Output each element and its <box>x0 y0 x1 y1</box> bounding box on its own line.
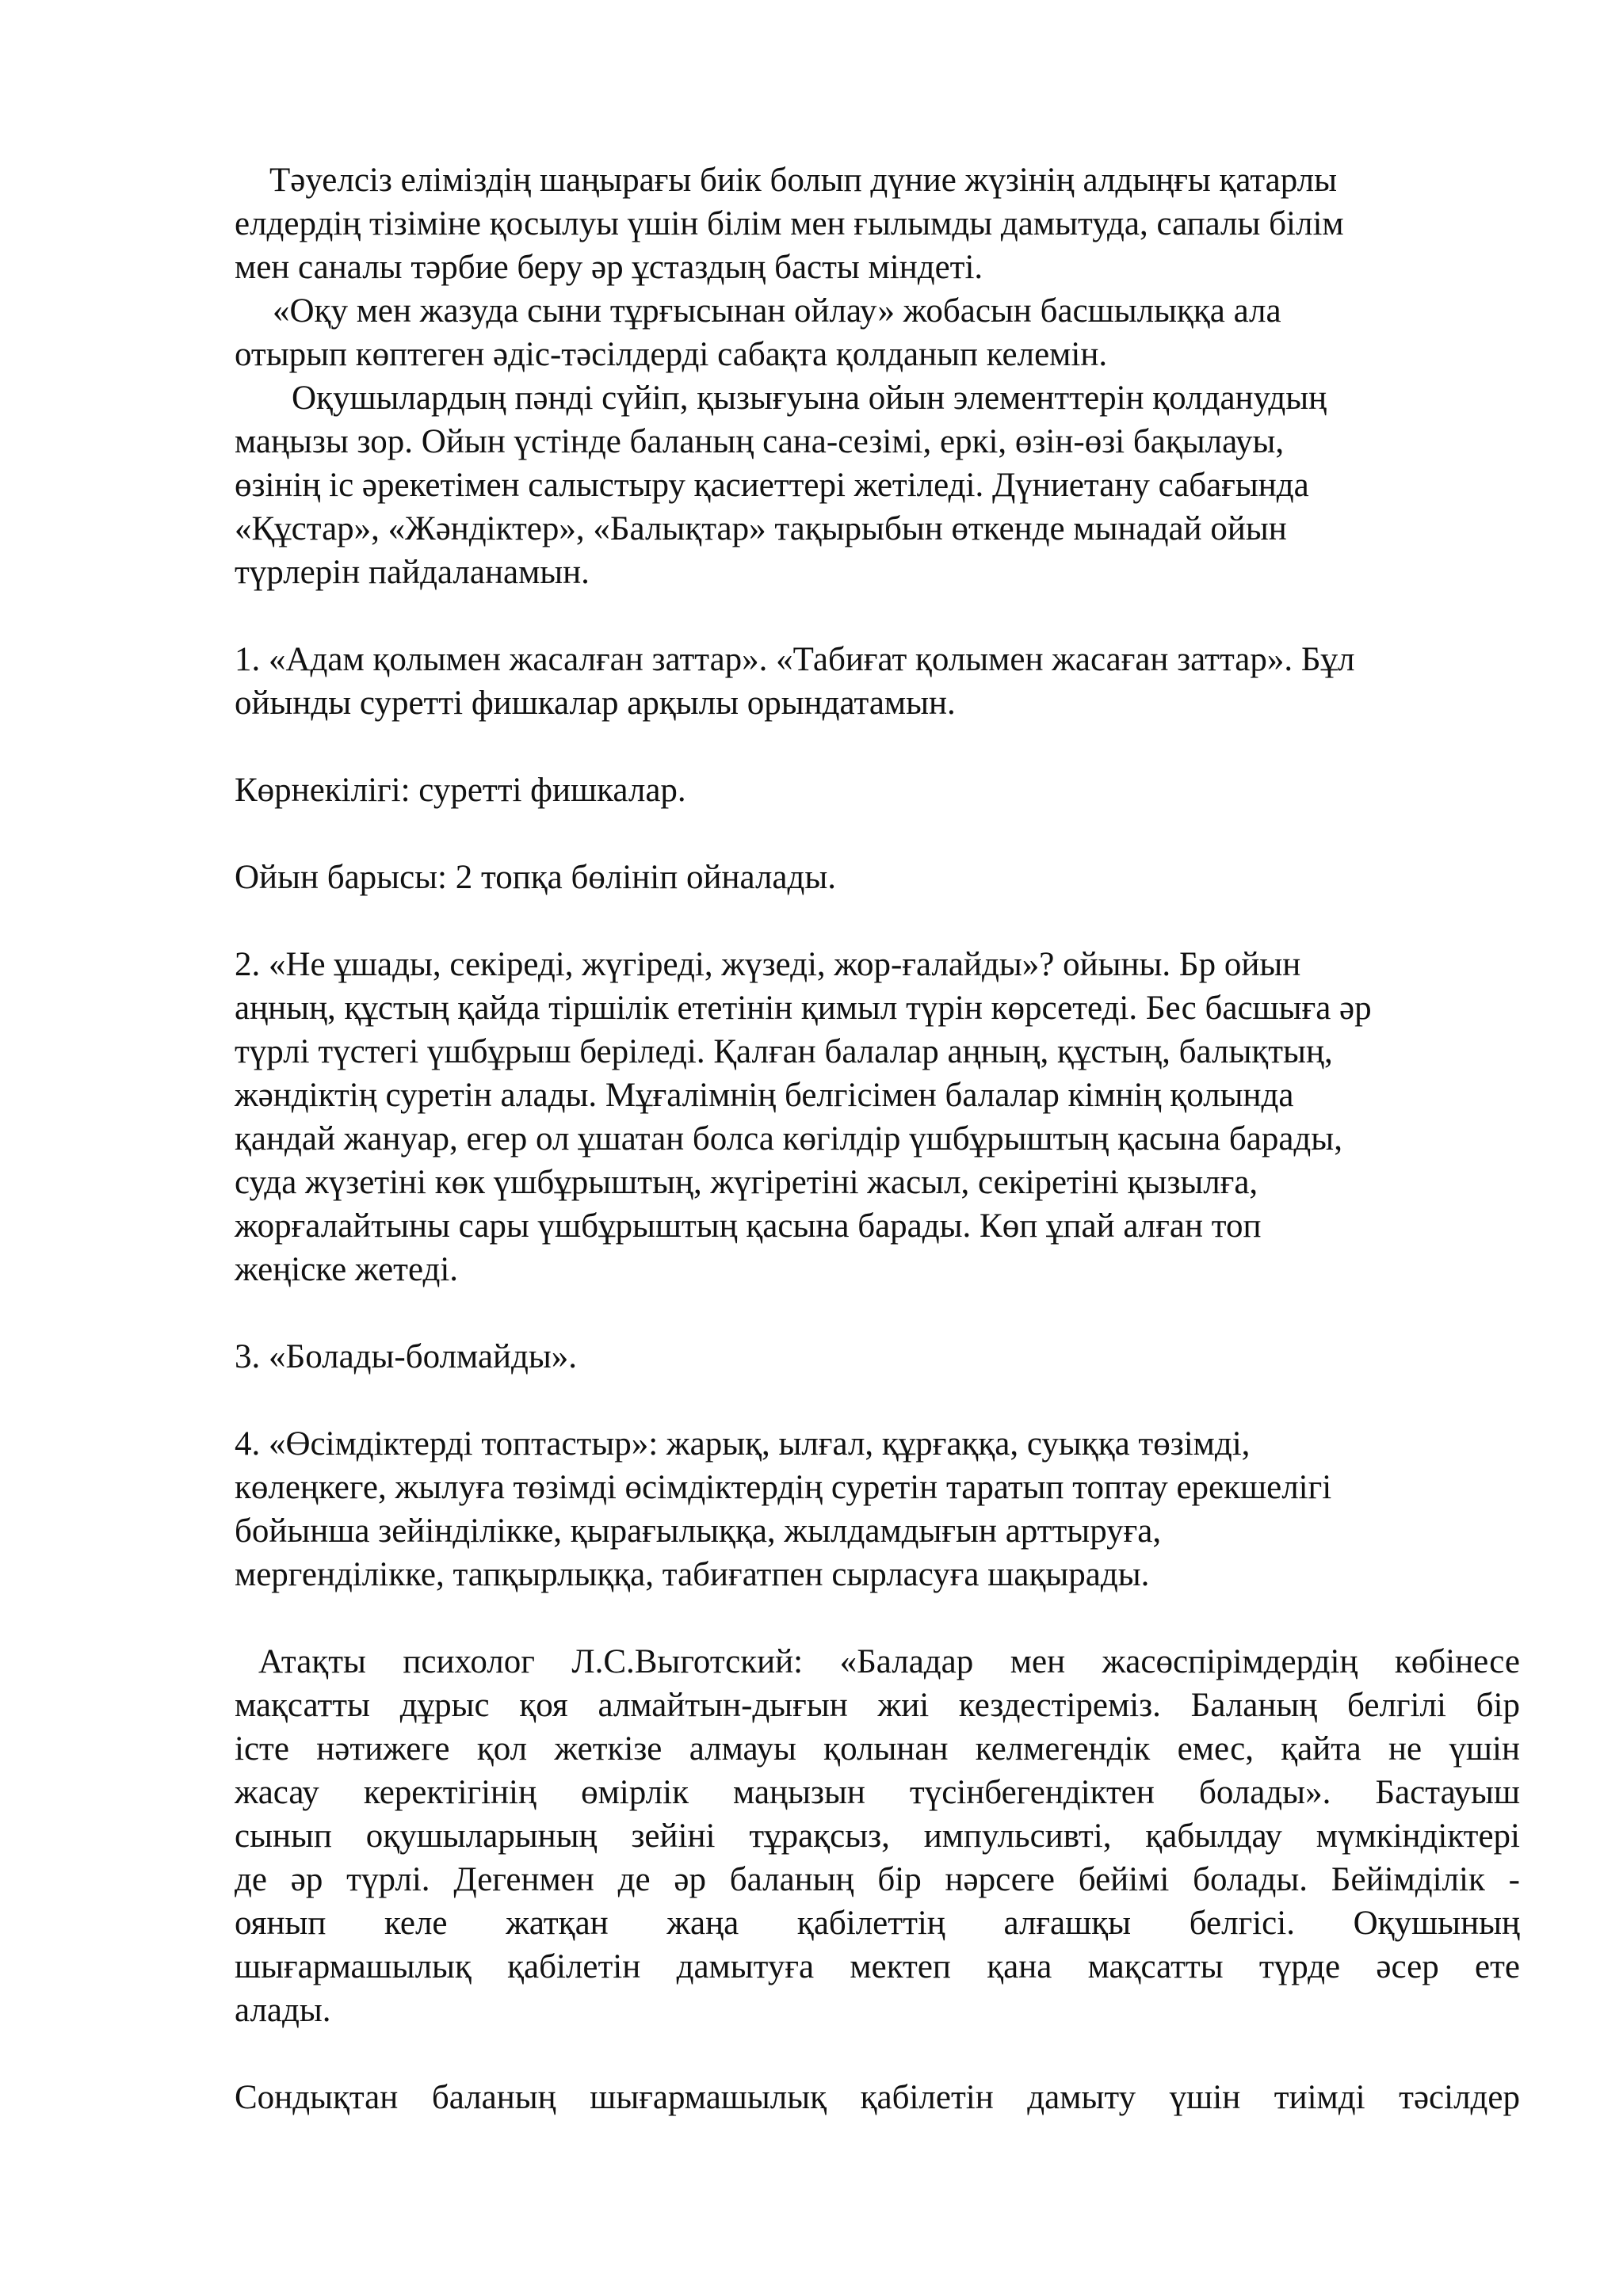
text-line: суда жүзетіні көк үшбұрыштың, жүгіретіні жасыл, секіретіні қызылға, <box>235 1164 1258 1201</box>
paragraph-gap <box>235 2032 1520 2076</box>
paragraph-project <box>235 289 1520 376</box>
text-line: Сондықтан баланың шығармашылық қабілетін дамыту үшін тиімді тәсілдер <box>235 2079 1520 2116</box>
text-line: түрлі түстегі үшбұрыш беріледі. Қалған балалар аңның, құстың, балықтың, <box>235 1033 1333 1070</box>
text-line: сынып оқушыларының зейіні тұрақсыз, импульсивті, қабылдау мүмкіндіктері <box>235 1817 1520 1855</box>
text-line: жеңіске жетеді. <box>235 1251 459 1288</box>
paragraph-gap <box>235 812 1520 856</box>
text-line: Ойын барысы: 2 топқа бөлініп ойналады. <box>235 859 837 896</box>
text-line: де әр түрлі. Дегенмен де әр баланың бір нәрсеге бейімі болады. Бейімділік - <box>235 1861 1520 1898</box>
text-line: маңызы зор. Ойын үстінде баланың сана-сезімі, еркі, өзін-өзі бақылауы, <box>235 423 1285 460</box>
text-line: оянып келе жатқан жаңа қабілеттің алғашқы белгісі. Оқушының <box>235 1905 1520 1942</box>
text-line: жасау керектігінің өмірлік маңызын түсінбегендіктен болады». Бастауыш <box>235 1774 1520 1811</box>
text-line: істе нәтижеге қол жеткізе алмауы қолынан келмегендік емес, қайта не үшін <box>235 1730 1520 1768</box>
paragraph-gap <box>235 899 1520 943</box>
text-line: мергенділікке, тапқырлыққа, табиғатпен сырласуға шақырады. <box>235 1556 1150 1593</box>
text-line: 1. «Адам қолымен жасалған заттар». «Табиғат қолымен жасаған заттар». Бұл <box>235 641 1355 678</box>
text-line: қандай жануар, егер ол ұшатан болса көгілдір үшбұрыштың қасына барады, <box>235 1120 1342 1158</box>
text-line: жәндіктің суретін алады. Мұғалімнің белгісімен балалар кімнің қолында <box>235 1077 1294 1114</box>
text-line: жорғалайтыны сары үшбұрыштың қасына барады. Көп ұпай алған топ <box>235 1207 1262 1245</box>
text-line: ойынды суретті фишкалар арқылы орындатамын. <box>235 685 956 722</box>
text-line: елдердің тізіміне қосылуы үшін білім мен ғылымды дамытуда, сапалы білім <box>235 205 1344 242</box>
text-line: Көрнекілігі: суретті фишкалар. <box>235 772 686 809</box>
text-line: «Оқу мен жазуда сыни тұрғысынан ойлау» жобасын басшылыққа ала <box>273 292 1281 330</box>
text-line: алады. <box>235 1992 331 2029</box>
paragraph-gap <box>235 725 1520 769</box>
list-item-3 <box>235 1335 1520 1379</box>
paragraph-gap <box>235 594 1520 638</box>
paragraph-gap <box>235 1291 1520 1335</box>
text-line: отырып көптеген әдіс-тәсілдерді сабақта қолданып келемін. <box>235 336 1108 373</box>
text-line: бойынша зейінділікке, қырағылыққа, жылдамдығын арттыруға, <box>235 1512 1162 1550</box>
list-item-2 <box>235 943 1520 1291</box>
paragraph-conclusion <box>235 2076 1520 2119</box>
text-line: Тәуелсіз еліміздің шаңырағы биік болып дүние жүзінің алдыңғы қатарлы <box>269 162 1338 199</box>
text-line: 3. «Болады-болмайды». <box>235 1338 578 1375</box>
list-item-1 <box>235 638 1520 725</box>
document-body <box>235 158 1520 2119</box>
text-line: 2. «Не ұшады, секіреді, жүгіреді, жүзеді, жор-ғалайды»? ойыны. Бр ойын <box>235 946 1301 983</box>
text-line: 4. «Өсімдіктерді топтастыр»: жарық, ылғал, құрғаққа, суыққа төзімді, <box>235 1425 1251 1463</box>
paragraph-vygotsky <box>235 1640 1520 2032</box>
text-line: шығармашылық қабілетін дамытуға мектеп қана мақсатты түрде әсер ете <box>235 1948 1520 1985</box>
text-line: көлеңкеге, жылуға төзімді өсімдіктердің суретін таратып топтау ерекшелігі <box>235 1469 1332 1506</box>
text-line: мақсатты дұрыс қоя алмайтын-дығын жиі кездестіреміз. Баланың белгілі бір <box>235 1687 1520 1724</box>
text-line: мен саналы тәрбие беру әр ұстаздың басты міндеті. <box>235 249 983 286</box>
paragraph-intro <box>235 158 1520 289</box>
list-item-4 <box>235 1422 1520 1596</box>
text-line: түрлерін пайдаланамын. <box>235 554 590 591</box>
paragraph-gap <box>235 1596 1520 1640</box>
text-line: Оқушылардың пәнді сүйіп, қызығуына ойын элементтерін қолданудың <box>292 379 1327 417</box>
text-line: Атақты психолог Л.С.Выготский: «Баладар мен жасөспірімдердің көбінесе <box>258 1643 1520 1680</box>
text-line: өзінің іс әрекетімен салыстыру қасиеттері жетіледі. Дүниетану сабағында <box>235 467 1309 504</box>
paragraph-games <box>235 376 1520 594</box>
visual-aids <box>235 769 1520 812</box>
paragraph-gap <box>235 1379 1520 1422</box>
text-line: «Құстар», «Жәндіктер», «Балықтар» тақырыбын өткенде мынадай ойын <box>235 510 1287 547</box>
game-progress <box>235 856 1520 899</box>
text-line: аңның, құстың қайда тіршілік ететінін қимыл түрін көрсетеді. Бес басшыға әр <box>235 990 1372 1027</box>
